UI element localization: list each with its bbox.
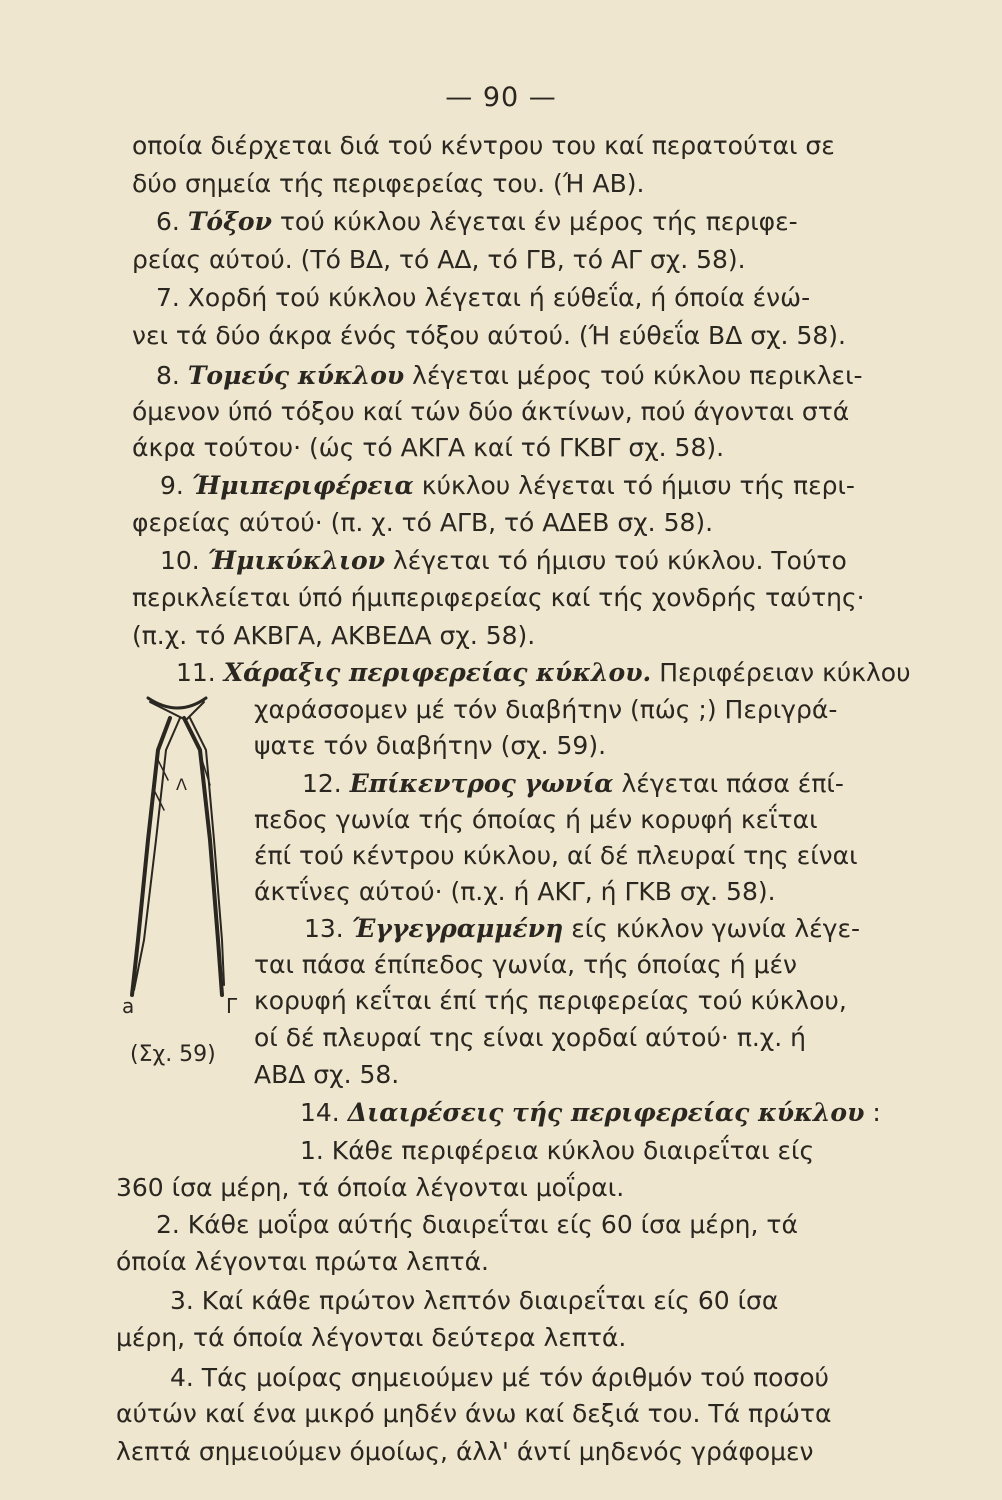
text-run: άκρα τούτου· (ώς τό ΑΚΓΑ καί τό ΓΚΒΓ σχ. 58). <box>132 433 725 462</box>
text-line <box>156 360 863 392</box>
text-run: οποία διέρχεται διά τού κέντρου του καί περατούται σε <box>132 131 835 160</box>
text-run: είς κύκλον γωνία λέγε- <box>563 914 860 943</box>
text-line <box>300 1135 814 1167</box>
text-line <box>132 620 535 652</box>
text-line <box>170 1362 829 1394</box>
text-line <box>116 1398 831 1430</box>
term-italic: Τόξον <box>187 207 272 236</box>
text-line <box>170 1285 778 1317</box>
term-italic: Επίκεντρος γωνία <box>349 769 614 798</box>
text-run: (π.χ. τό ΑΚΒΓΑ, ΑΚΒΕΔΑ σχ. 58). <box>132 621 536 650</box>
text-run: 11. <box>176 658 224 687</box>
text-run: κύκλου λέγεται τό ήμισυ τής περι- <box>413 471 855 500</box>
text-line <box>302 768 844 800</box>
text-run: 3. Καί κάθε πρώτον λεπτόν διαιρεΐται είς 60 ίσα <box>170 1286 779 1315</box>
text-run: 1. Κάθε περιφέρεια κύκλου διαιρεΐται είς <box>300 1136 815 1165</box>
text-line <box>156 206 798 238</box>
text-line <box>116 1322 626 1354</box>
compass-inner-label: Λ <box>176 775 187 794</box>
text-run: λέγεται πάσα έπί- <box>613 769 844 798</box>
text-run: 7. Χορδή τού κύκλου λέγεται ή εύθεΐα, ή όποία ένώ- <box>156 283 811 312</box>
text-line <box>156 282 810 314</box>
compass-figure <box>118 690 248 1020</box>
text-line <box>160 470 855 502</box>
text-run: κορυφή κεΐται έπί τής περιφερείας τού κύκλου, <box>254 986 847 1015</box>
term-italic: Ήμικύκλιον <box>207 546 385 575</box>
text-run: λέγεται τό ήμισυ τού κύκλου. Τούτο <box>384 546 847 575</box>
compass-drawing <box>132 698 224 995</box>
term-italic: Ήμιπεριφέρεια <box>191 471 414 500</box>
term-italic: Τομεύς κύκλου <box>187 361 405 390</box>
text-line <box>132 507 713 539</box>
text-run: 2. Κάθε μοΐρα αύτής διαιρεΐται είς 60 ίσα μέρη, τά <box>156 1210 798 1239</box>
text-run: δύο σημεία τής περιφερείας του. (Ή ΑΒ). <box>132 169 645 198</box>
text-run: 14. <box>300 1098 348 1127</box>
text-line <box>156 1209 798 1241</box>
text-line <box>254 985 847 1017</box>
text-line <box>254 949 797 981</box>
text-run: Περιφέρειαν κύκλου <box>651 658 911 687</box>
text-line <box>254 730 606 762</box>
text-run: τού κύκλου λέγεται έν μέρος τής περιφε- <box>271 207 798 236</box>
text-line <box>254 694 837 726</box>
text-line <box>132 396 849 428</box>
term-italic: Χάραξις περιφερείας κύκλου. <box>223 658 652 687</box>
text-line <box>132 320 846 352</box>
text-line <box>254 1022 806 1054</box>
text-run: 8. <box>156 361 188 390</box>
text-run: όμενον ύπό τόξου καί τών δύο άκτίνων, πού άγονται στά <box>132 397 850 426</box>
text-run: 360 ίσα μέρη, τά όποία λέγονται μοΐραι. <box>116 1173 625 1202</box>
text-run: έπί τού κέντρου κύκλου, αί δέ πλευραί της είναι <box>254 841 858 870</box>
text-run: οί δέ πλευραί της είναι χορδαί αύτού· π.χ. ή <box>254 1023 806 1052</box>
text-run: πεδος γωνία τής όποίας ή μέν κορυφή κεΐται <box>254 805 818 834</box>
text-run: άκτΐνες αύτού· (π.χ. ή ΑΚΓ, ή ΓΚΒ σχ. 58). <box>254 877 776 906</box>
text-run: νει τά δύο άκρα ένός τόξου αύτού. (Ή εύθεΐα ΒΔ σχ. 58). <box>132 321 846 350</box>
text-run: 9. <box>160 471 192 500</box>
text-run: 13. <box>304 914 352 943</box>
text-run: περικλείεται ύπό ήμιπεριφερείας καί τής χονδρής ταύτης· <box>132 583 865 612</box>
text-line <box>254 840 858 872</box>
text-line <box>132 168 645 200</box>
text-line <box>254 876 776 908</box>
text-run: ται πάσα έπίπεδος γωνία, τής όποίας ή μέν <box>254 950 797 979</box>
text-run: ρείας αύτού. (Τό ΒΔ, τό ΑΔ, τό ΓΒ, τό ΑΓ σχ. 58). <box>132 245 746 274</box>
text-line <box>116 1246 489 1278</box>
figure-label-g: Γ <box>226 994 238 1018</box>
text-run: μέρη, τά όποία λέγονται δεύτερα λεπτά. <box>116 1323 627 1352</box>
figure-label-a: a <box>122 994 135 1018</box>
text-run: λεπτά σημειούμεν όμοίως, άλλ' άντί μηδενός γράφομεν <box>116 1437 814 1466</box>
term-italic: Έγγεγραμμένη <box>351 914 564 943</box>
page-number: — 90 — <box>445 82 557 113</box>
text-run: ψατε τόν διαβήτην (σχ. 59). <box>254 731 607 760</box>
text-line <box>300 1097 881 1129</box>
text-run: 6. <box>156 207 188 236</box>
text-run: : <box>864 1098 881 1127</box>
text-line <box>132 244 746 276</box>
text-line <box>132 582 865 614</box>
text-run: λέγεται μέρος τού κύκλου περικλει- <box>404 361 863 390</box>
figure-caption: (Σχ. 59) <box>130 1042 216 1067</box>
text-line <box>254 804 818 836</box>
text-run: όποία λέγονται πρώτα λεπτά. <box>116 1247 489 1276</box>
text-line <box>116 1436 814 1468</box>
text-run: 10. <box>160 546 208 575</box>
text-run: 4. Τάς μοίρας σημειούμεν μέ τόν άριθμόν τού ποσού <box>170 1363 830 1392</box>
term-italic: Διαιρέσεις τής περιφερείας κύκλου <box>347 1098 865 1127</box>
text-line <box>160 545 847 577</box>
text-line <box>116 1172 624 1204</box>
text-run: 12. <box>302 769 350 798</box>
text-line <box>132 432 724 464</box>
text-line <box>254 1059 399 1091</box>
text-line <box>132 130 835 162</box>
text-run: ΑΒΔ σχ. 58. <box>254 1060 400 1089</box>
text-run: φερείας αύτού· (π. χ. τό ΑΓΒ, τό ΑΔΕΒ σχ. 58). <box>132 508 714 537</box>
text-run: χαράσσομεν μέ τόν διαβήτην (πώς ;) Περιγρά- <box>254 695 838 724</box>
text-run: αύτών καί ένα μικρό μηδέν άνω καί δεξιά του. Τά πρώτα <box>116 1399 832 1428</box>
text-line <box>176 657 911 689</box>
text-line <box>304 913 860 945</box>
